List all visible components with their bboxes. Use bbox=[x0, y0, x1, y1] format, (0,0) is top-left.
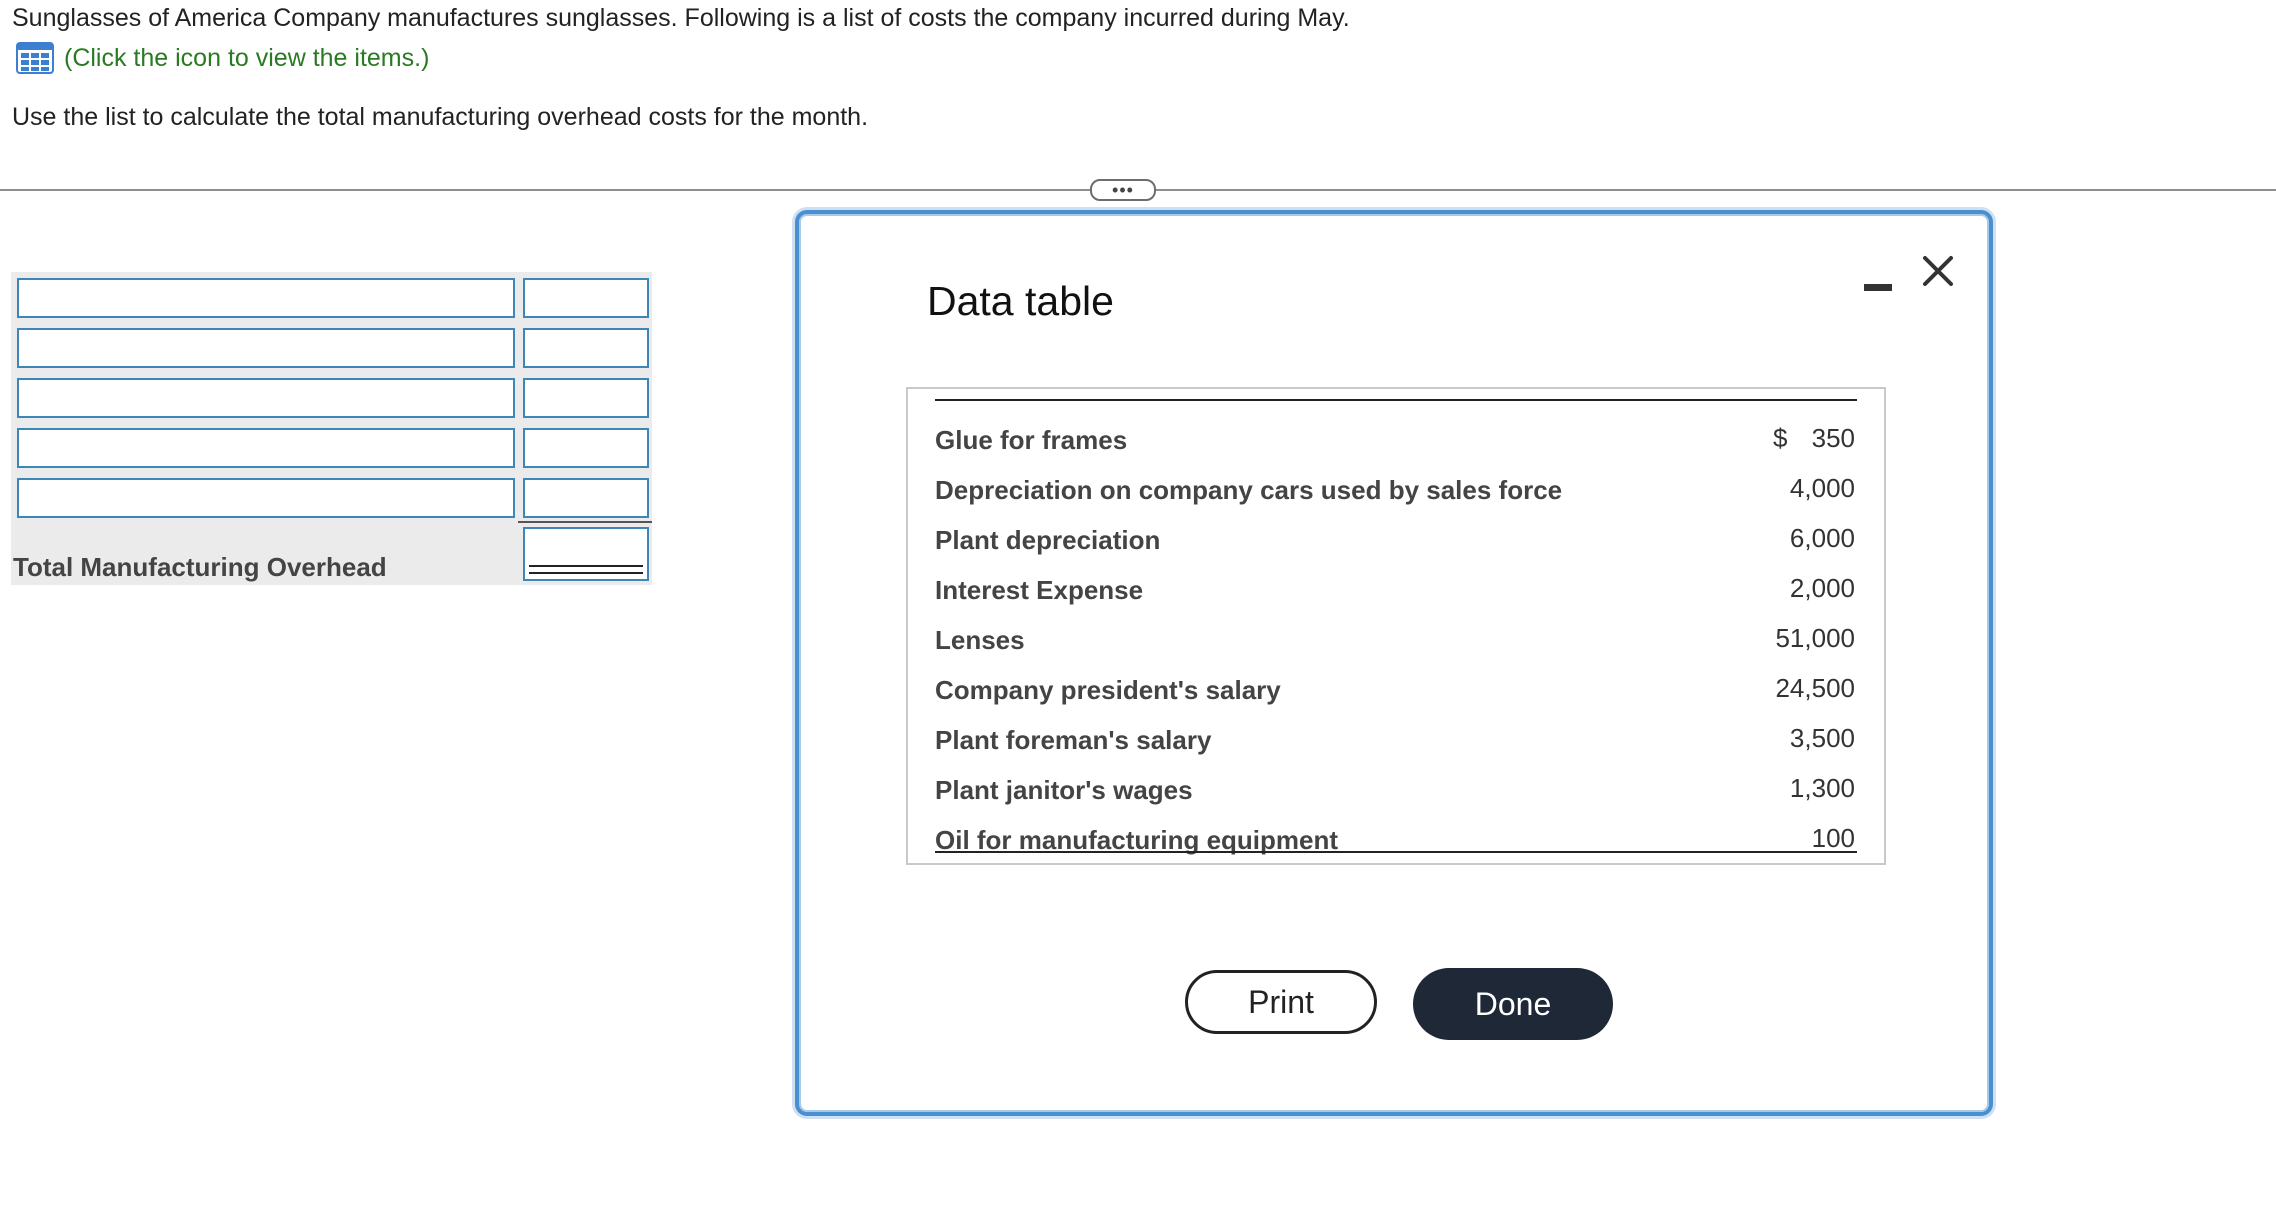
table-row bbox=[935, 813, 1857, 863]
total-overhead-label: Total Manufacturing Overhead bbox=[13, 552, 387, 582]
table-row bbox=[935, 663, 1857, 713]
cost-item-amount: 6,000 bbox=[1789, 523, 1855, 553]
cost-item-label: Plant depreciation bbox=[935, 525, 1161, 555]
table-row bbox=[935, 413, 1857, 463]
overhead-item-input-4[interactable] bbox=[17, 428, 515, 468]
cost-item-amount: 51,000 bbox=[1775, 623, 1855, 653]
cost-item-label: Plant janitor's wages bbox=[935, 775, 1193, 805]
cost-item-label: Glue for frames bbox=[935, 425, 1128, 455]
cost-data-table bbox=[906, 387, 1886, 865]
table-row bbox=[935, 613, 1857, 663]
table-grid-icon[interactable] bbox=[16, 42, 54, 74]
cost-item-amount: 100 bbox=[1811, 823, 1855, 853]
overhead-item-input-1[interactable] bbox=[17, 278, 515, 318]
expand-button[interactable]: ••• bbox=[1090, 179, 1156, 201]
overhead-amount-input-5[interactable] bbox=[523, 478, 649, 518]
total-overhead-field[interactable] bbox=[523, 527, 649, 581]
table-row bbox=[935, 463, 1857, 513]
cost-item-amount: 2,000 bbox=[1789, 573, 1855, 603]
print-button[interactable]: Print bbox=[1185, 970, 1377, 1034]
table-row bbox=[935, 713, 1857, 763]
overhead-amount-input-1[interactable] bbox=[523, 278, 649, 318]
overhead-item-input-5[interactable] bbox=[17, 478, 515, 518]
view-items-link[interactable]: (Click the icon to view the items.) bbox=[64, 43, 430, 72]
cost-item-label: Lenses bbox=[935, 625, 1025, 655]
cost-item-label: Oil for manufacturing equipment bbox=[935, 825, 1339, 855]
table-top-rule bbox=[935, 399, 1857, 401]
minimize-icon[interactable] bbox=[1863, 270, 1893, 294]
question-intro: Sunglasses of America Company manufactures sunglasses. Following is a list of costs the company incurred during May. bbox=[12, 4, 1350, 32]
table-row bbox=[935, 563, 1857, 613]
question-instruction: Use the list to calculate the total manufacturing overhead costs for the month. bbox=[12, 103, 869, 131]
overhead-amount-input-4[interactable] bbox=[523, 428, 649, 468]
answer-table bbox=[11, 272, 652, 585]
cost-item-label: Interest Expense bbox=[935, 575, 1144, 605]
overhead-item-input-3[interactable] bbox=[17, 378, 515, 418]
cost-item-amount: 3,500 bbox=[1789, 723, 1855, 753]
table-bottom-rule bbox=[935, 851, 1857, 853]
done-button[interactable]: Done bbox=[1413, 968, 1613, 1040]
data-table-modal bbox=[795, 210, 1993, 1116]
table-row bbox=[935, 513, 1857, 563]
overhead-amount-input-2[interactable] bbox=[523, 328, 649, 368]
cost-item-amount: 24,500 bbox=[1775, 673, 1855, 703]
cost-item-amount: 1,300 bbox=[1789, 773, 1855, 803]
cost-item-amount: 4,000 bbox=[1789, 473, 1855, 503]
table-row bbox=[935, 763, 1857, 813]
modal-title: Data table bbox=[927, 278, 1114, 324]
total-overhead-input[interactable] bbox=[523, 527, 649, 581]
cost-item-label: Plant foreman's salary bbox=[935, 725, 1212, 755]
overhead-amount-input-3[interactable] bbox=[523, 378, 649, 418]
overhead-item-input-2[interactable] bbox=[17, 328, 515, 368]
currency-symbol: $ bbox=[1773, 423, 1788, 453]
cost-item-label: Company president's salary bbox=[935, 675, 1281, 705]
cost-item-amount: 350 bbox=[1811, 423, 1855, 453]
subtotal-rule bbox=[518, 521, 652, 523]
close-icon[interactable] bbox=[1921, 254, 1955, 288]
view-items-link-row[interactable] bbox=[16, 42, 429, 74]
cost-item-label: Depreciation on company cars used by sales force bbox=[935, 475, 1563, 505]
